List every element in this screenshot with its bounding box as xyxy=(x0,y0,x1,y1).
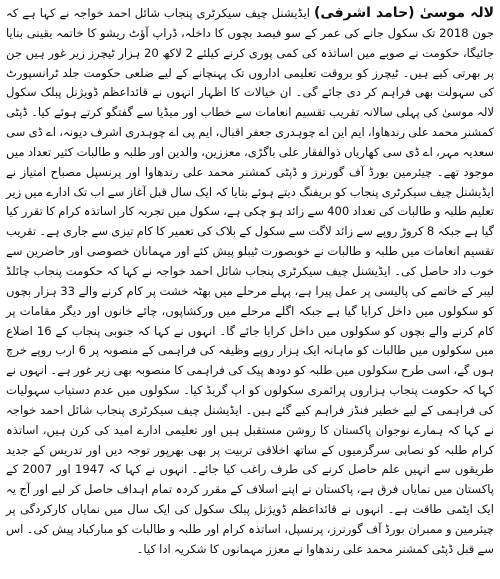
dateline: لالہ موسیٰ (حامد اشرفی) xyxy=(313,5,495,21)
news-article xyxy=(6,4,494,560)
article-body: ایڈیشنل چیف سیکرٹری پنجاب شائل احمد خواجہ نے کہا ہے کہ جون 2018 تک سکول جانے کی عمر کے سو فیصد بچوں کا داخلہ، ڈراپ آؤٹ ریشو کا خاتمہ یقینی بنایا جائیگا، حکومت نے صوبے میں اساتذہ کی کمی پوری کرنے کیلئے 2 لاکھ 20 ہزار ٹیچرز زیر غور ہیں جن پر بھرتی کیے ہیں۔ ٹیچرز کو بروقت تعلیمی اداروں تک پہنچانے کے لیے ضلعی حکومت جلد ٹرانسپورٹ کی سہولت بھی فراہم کر دی جائے گی۔ ان خیالات کا اظہار انہوں نے قائداعظم ڈویژنل پبلک سکول لالہ موسیٰ کی پہلی سالانہ تقریب تقسیم انعامات سے خطاب اور میڈیا سے گفتگو کرتے ہوئے کیا۔ ڈپٹی کمشنر محمد علی رندھاوا، ایم این اے چوہدری جعفر اقبال، ایم پی اے چوہدری اشرف دیونہ، اے ڈی سی سعدیہ مہر، اے ڈی سی کھاریاں ذوالفقار علی باگڑی، معززین، والدین اور طلبہ و طالبات کثیر تعداد میں موجود تھے۔ چیئرمین بورڈ آف گورنرز و ڈپٹی کمشنر محمد علی رندھاوا اور پرنسپل مصباح امتیاز نے ایڈیشنل چیف سیکرٹری پنجاب کو بریفنگ دیتے ہوئے بتایا کہ ایک سال قبل آغاز سے اب تک ادارے میں زیر تعلیم طلبہ و طالبات کی تعداد 400 سے زائد ہو چکی ہے، سکول میں تجربہ کار اساتذہ کرام کا تقرر کیا گیا ہے جبکہ 8 کروڑ روپے سے زائد لاگت سے سکول کے بلاک کی تعمیر کا کام تیزی سے جاری ہے۔ تقریب تقسیم انعامات میں طلبہ و طالبات نے خوبصورت ٹیبلو پیش کئے اور مہمانان خصوصی اور حاضرین سے خوب داد حاصل کی۔ ایڈیشنل چیف سیکرٹری پنجاب شائل احمد خواجہ نے کہا کہ حکومت پنجاب چائلڈ لیبر کے خاتمے کی پالیسی پر عمل پیرا ہے، پہلے مرحلے میں بھٹہ خشت پر کام کرنے والے 33 ہزار بچوں کو سکولوں میں داخل کرایا گیا ہے جبکہ اگلے مرحلے میں ورکشاپوں، چائے خانوں اور دیگر مقامات پر کام کرنے والے بچوں کو سکولوں میں داخل کرایا جائے گا۔ انہوں نے کہا کہ جنوبی پنجاب کے 16 اضلاع میں سکولوں میں طالبات کو ماہانہ ایک ہزار روپے وظیفہ کی فراہمی کے منصوبہ پر 6 ارب روپے خرچ ہوں گے، اسی طرح سکولوں میں طلبہ کو دودھ پیک کی فراہمی کا منصوبہ بھی زیر غور ہے۔ انہوں نے کہا کہ حکومت پنجاب ہزاروں پرائمری سکولوں کو اپ گریڈ کیا۔ سکولوں میں عدم دستیاب سہولیات کی فراہمی کے لیے خطیر فنڈز فراہم کیے گئے ہیں۔ ایڈیشنل چیف سیکرٹری پنجاب شائل احمد خواجہ نے کہا کہ ہمارے نوجوان پاکستان کا روشن مستقبل ہیں اور تعلیمی ادارے امید کی کرن ہیں، اساتذہ کرام طلبہ کو نصابی سرگرمیوں کے ساتھ اخلاقی تربیت پر بھی بھرپور توجہ دیں اور تدریس کے جدید طریقوں سے انہیں علم حاصل کرنے کی طرف راغب کیا جائے۔ انہوں نے کہا کہ 1947 اور 2007 کے پاکستان میں نمایاں فرق ہے، پاکستان نے اپنے اسلاف کے مقرر کردہ تمام اہداف حاصل کر لیے اور آج یہ ایک ایٹمی طاقت ہے۔ انہوں نے قائداعظم ڈویژنل پبلک سکول کی ایک سال میں نمایاں کارکردگی پر چیئرمین و ممبران بورڈ آف گورنرز، پرنسپل، اساتذہ کرام اور طلبہ و طالبات کو مبارکباد پیش کی۔ اس سے قبل ڈپٹی کمشنر محمد علی رندھاوا نے معزز مہمانوں کا شکریہ ادا کیا۔ xyxy=(6,6,495,556)
